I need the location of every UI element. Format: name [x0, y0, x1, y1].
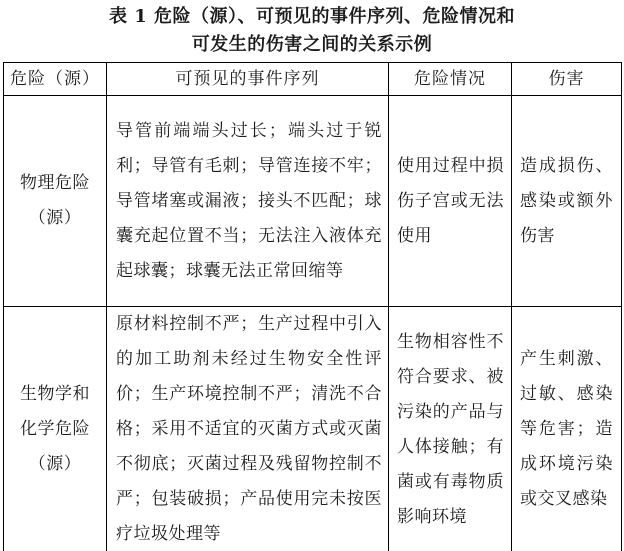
cell-harm-physical: 造成损伤、感染或额外伤害 — [512, 96, 622, 307]
header-hazard-source: 危险（源） — [4, 63, 107, 96]
header-harm: 伤害 — [512, 63, 622, 96]
cell-hazardous-situation-bio-chemical: 生物相容性不符合要求、被污染的产品与人体接触；有菌或有毒物质影响环境 — [389, 307, 512, 551]
header-row — [4, 63, 622, 96]
hazard-line: （源） — [28, 208, 82, 228]
cell-harm-bio-chemical: 产生刺激、过敏、感染等危害；造成环境污染或交叉感染 — [512, 307, 622, 551]
cell-hazard-bio-chemical — [4, 307, 107, 551]
cell-hazard-physical — [4, 96, 107, 307]
table-row — [4, 307, 622, 551]
hazard-line: （源） — [28, 454, 82, 474]
cell-hazardous-situation-physical: 使用过程中损伤子宫或无法使用 — [389, 96, 512, 307]
table-title-line1: 表 1 危险（源）、可预见的事件序列、危险情况和 — [108, 6, 516, 27]
hazard-line: 化学危险 — [20, 419, 90, 439]
hazard-line: 生物学和 — [20, 384, 90, 404]
cell-event-sequence-bio-chemical: 原材料控制不严；生产过程中引入的加工助剂未经过生物安全性评价；生产环境控制不严；清洗不合格；采用不适宜的灭菌方式或灭菌不彻底；灭菌过程及残留物控制不严；包装破损；产品使用完未按医疗垃圾处理等 — [107, 307, 389, 551]
hazard-line: 物理危险 — [20, 173, 90, 193]
table-title — [0, 0, 624, 59]
header-hazardous-situation: 危险情况 — [389, 63, 512, 96]
header-event-sequence: 可预见的事件序列 — [107, 63, 389, 96]
cell-event-sequence-physical: 导管前端端头过长；端头过于锐利；导管有毛刺；导管连接不牢；导管堵塞或漏液；接头不匹配；球囊充起位置不当；无法注入液体充起球囊；球囊无法正常回缩等 — [107, 96, 389, 307]
table-row — [4, 96, 622, 307]
hazard-relationship-table — [3, 62, 622, 551]
table-title-line2: 可发生的伤害之间的关系示例 — [191, 34, 433, 55]
